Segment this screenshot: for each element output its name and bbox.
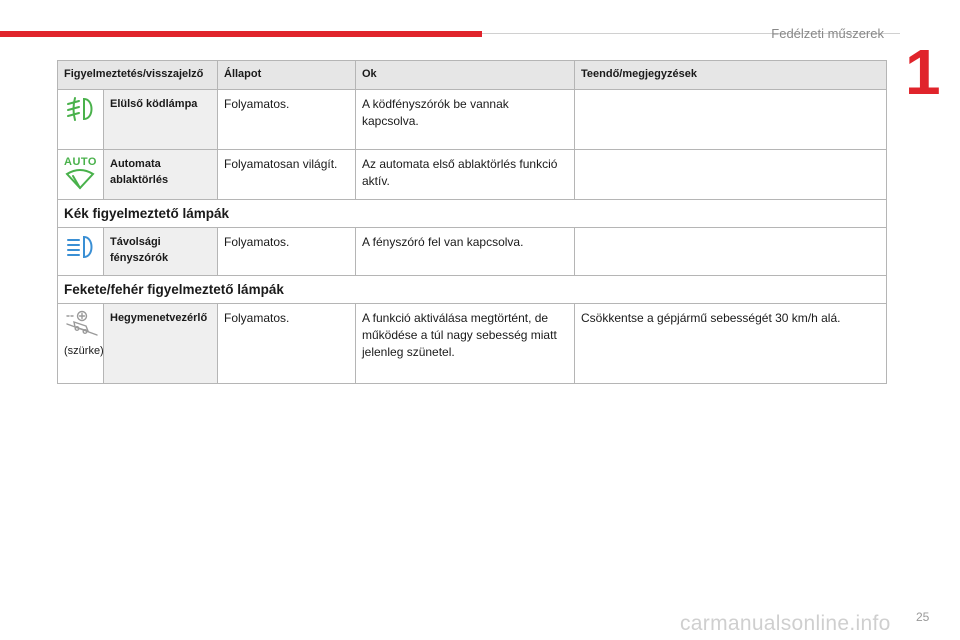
group-heading-row [58,276,887,304]
col-header-cause: Ok [356,61,575,90]
icon-color-note: (szürke) [64,345,104,357]
table-row [58,228,887,276]
lamp-state: Folyamatos. [218,304,356,384]
hill-descent-icon [64,327,100,341]
lamp-state: Folyamatos. [218,90,356,150]
page-number: 25 [916,610,930,624]
header-red-bar [0,31,482,37]
lamp-action [575,90,887,150]
section-title: Fedélzeti műszerek [771,26,884,41]
front-fog-lamp-icon [64,111,98,125]
icon-cell [58,150,104,200]
table-row [58,150,887,200]
col-header-warning: Figyelmeztetés/visszajelző [58,61,218,90]
auto-label: AUTO [64,156,97,168]
group-heading-row [58,200,887,228]
lamp-action [575,228,887,276]
col-header-state: Állapot [218,61,356,90]
high-beam-icon [64,249,98,263]
lamp-name: Automata ablaktörlés [104,150,218,200]
lamp-state: Folyamatosan világít. [218,150,356,200]
lamp-action [575,150,887,200]
auto-wiper-icon [64,179,96,193]
lamp-name: Hegymenetvezérlő [104,304,218,384]
table-row [58,304,887,384]
lamp-cause: A funkció aktiválása megtörtént, de működése a túl nagy sebesség miatt jelenleg szünetel. [356,304,575,384]
blue-lamps-heading: Kék figyelmeztető lámpák [58,200,887,228]
bw-lamps-heading: Fekete/fehér figyelmeztető lámpák [58,276,887,304]
lamp-action: Csökkentse a gépjármű sebességét 30 km/h alá. [575,304,887,384]
chapter-number: 1 [905,36,941,108]
table-row [58,90,887,150]
icon-cell [58,304,104,384]
table-header-row [58,61,887,90]
lamp-name: Távolsági fényszórók [104,228,218,276]
warning-lamps-table [57,60,887,384]
lamp-cause: A ködfényszórók be vannak kapcsolva. [356,90,575,150]
lamp-state: Folyamatos. [218,228,356,276]
lamp-name: Elülső ködlámpa [104,90,218,150]
lamp-cause: Az automata első ablaktörlés funkció aktív. [356,150,575,200]
icon-cell [58,90,104,150]
lamp-cause: A fényszóró fel van kapcsolva. [356,228,575,276]
col-header-action: Teendő/megjegyzések [575,61,887,90]
icon-cell [58,228,104,276]
watermark: carmanualsonline.info [680,612,891,635]
